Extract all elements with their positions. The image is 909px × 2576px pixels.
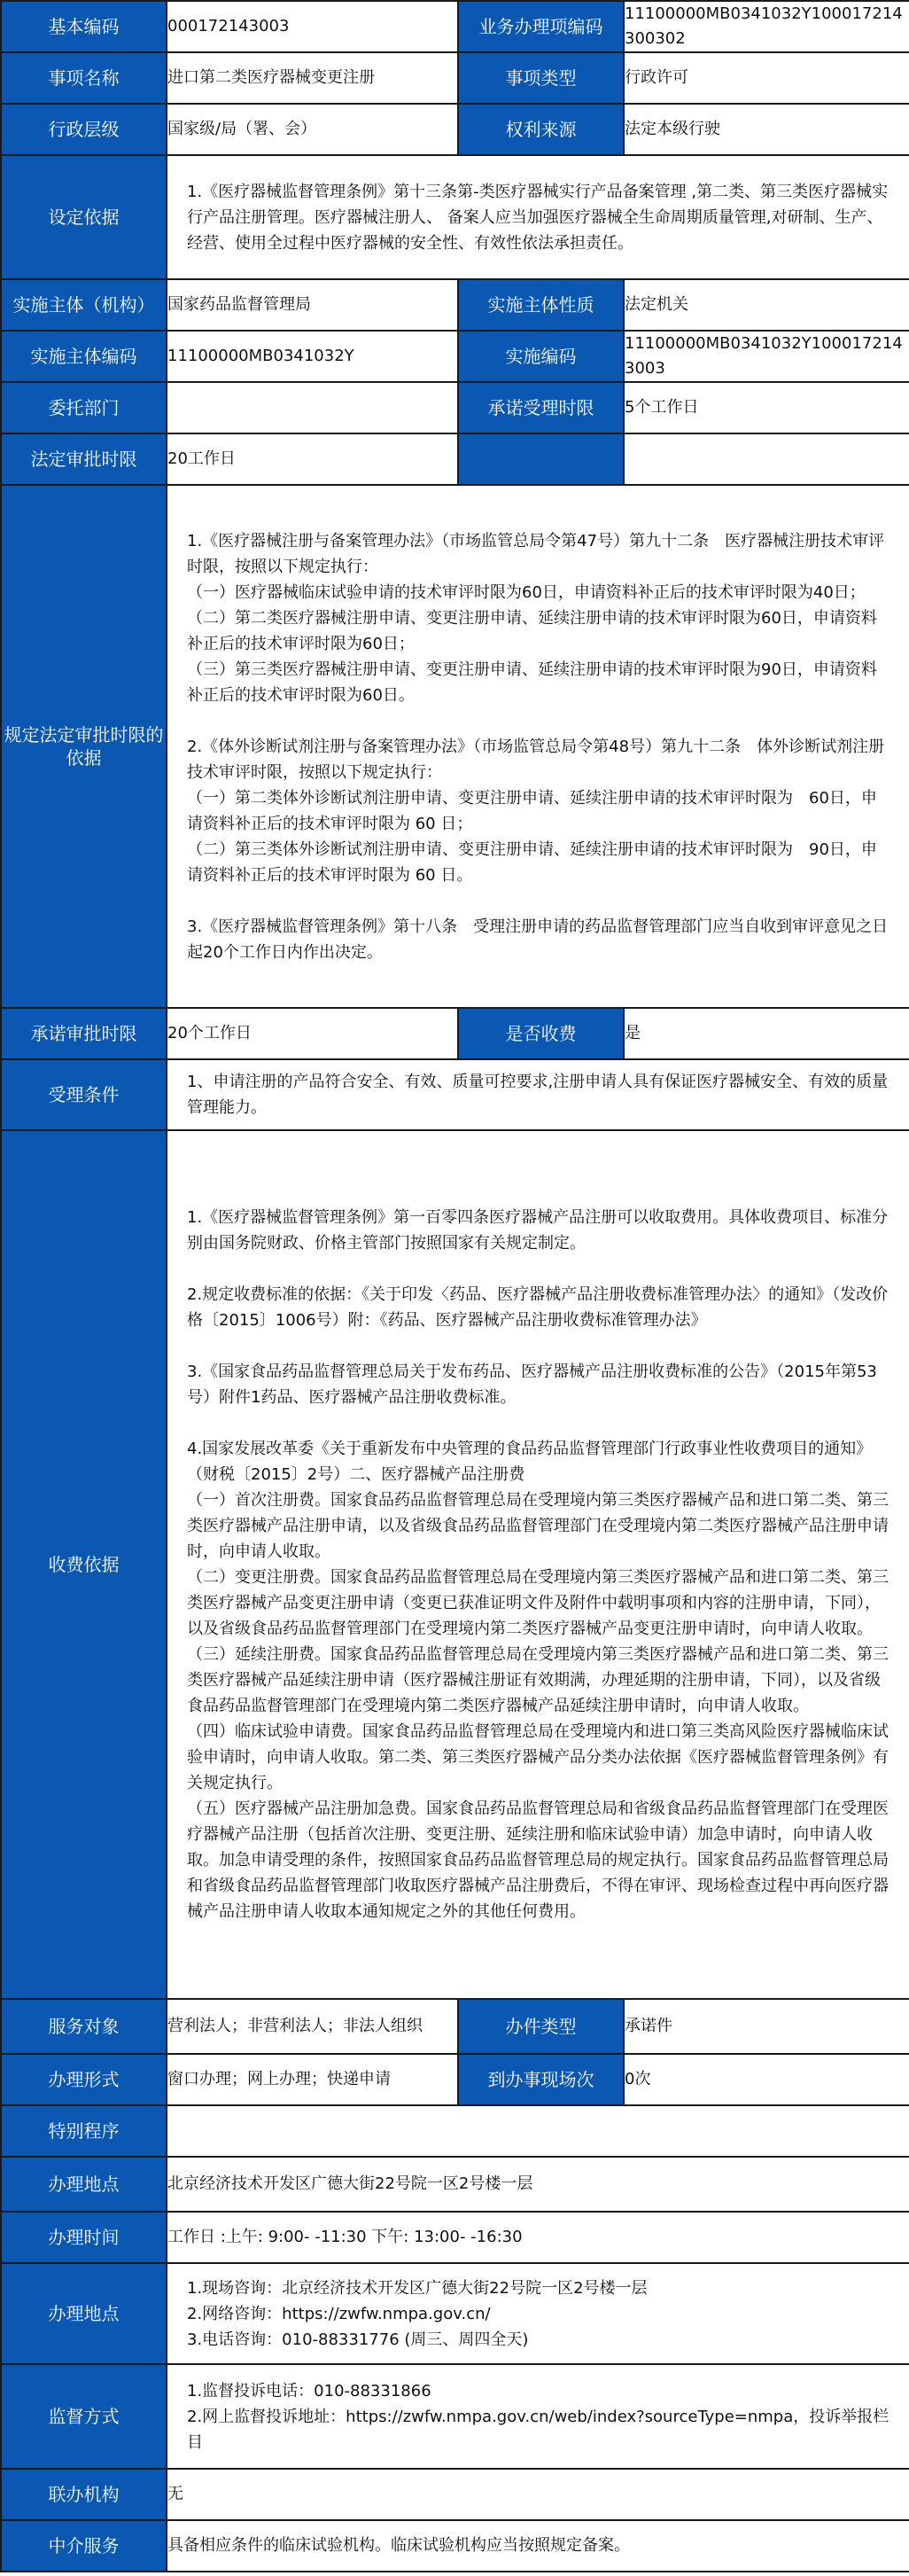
row-entrusted-dept bbox=[1, 382, 909, 433]
limit-basis-p1-line: （二）第二类医疗器械注册申请、变更注册申请、延续注册申请的技术审评时限为60日，申请资料补正后的技术审评时限为60日； bbox=[187, 608, 877, 653]
value-implementation-code: 11100000MB0341032Y1000172143003 bbox=[624, 331, 909, 382]
fee-basis-p4-line: （一）首次注册费。国家食品药品监督管理总局在受理境内第三类医疗器械产品和进口第二类、第三类医疗器械产品注册申请，以及省级食品药品监督管理部门在受理境内第二类医疗器械产品注册申请时，向申请人收取。 bbox=[187, 1491, 889, 1561]
value-promised-approval: 20个工作日 bbox=[167, 1008, 458, 1059]
row-fee-basis bbox=[1, 1130, 909, 1999]
value-legal-approval-limit: 20工作日 bbox=[167, 433, 458, 485]
row-acceptance bbox=[1, 1059, 909, 1130]
value-implementer: 国家药品监督管理局 bbox=[167, 279, 458, 331]
label-supervise: 监督方式 bbox=[1, 2364, 167, 2469]
value-limit-basis bbox=[167, 485, 909, 1008]
fee-basis-p2: 2.规定收费标准的依据：《关于印发〈药品、医疗器械产品注册收费标准管理办法〉的通知》（发改价格〔2015〕1006号）附：《药品、医疗器械产品注册收费标准管理办法》 bbox=[187, 1285, 889, 1330]
value-implementer-nature: 法定机关 bbox=[624, 279, 909, 331]
label-power-source: 权利来源 bbox=[458, 104, 624, 155]
label-business-code: 业务办理项编码 bbox=[458, 1, 624, 52]
limit-basis-p1-line: 1.《医疗器械注册与备案管理办法》（市场监管总局令第47号）第九十二条 医疗器械注册技术审评时限，按照以下规定执行： bbox=[187, 531, 885, 576]
label-intermediary: 中介服务 bbox=[1, 2520, 167, 2572]
label-acceptance: 受理条件 bbox=[1, 1059, 167, 1130]
label-legal-basis: 设定依据 bbox=[1, 155, 167, 279]
row-basic-code bbox=[1, 1, 909, 52]
label-location: 办理地点 bbox=[1, 2157, 167, 2212]
label-limit-basis: 规定法定审批时限的依据 bbox=[1, 485, 167, 1008]
label-visit-count: 到办事现场次 bbox=[458, 2054, 624, 2105]
row-admin-level bbox=[1, 104, 909, 155]
fee-basis-p4-line: （五）医疗器械产品注册加急费。国家食品药品监督管理总局和省级食品药品监督管理部门在受理医疗器械产品注册（包括首次注册、变更注册、延续注册和临床试验申请）加急申请时，向申请人收取。加急申请受理的条件，按照国家食品药品监督管理总局的规定执行。国家食品药品监督管理总局和省级食品药品监督管理部门收取医疗器械产品注册费后，不得在审评、现场检查过程中再向医疗器械产品注册申请人收取本通知规定之外的其他任何费用。 bbox=[187, 1799, 889, 1921]
fee-basis-p4-line: 4.国家发展改革委《关于重新发布中央管理的食品药品监督管理部门行政事业性收费项目的通知》（财税〔2015〕2号）二、医疗器械产品注册费 bbox=[187, 1440, 873, 1484]
label-fee-basis: 收费依据 bbox=[1, 1130, 167, 1999]
label-joint-agency: 联办机构 bbox=[1, 2469, 167, 2520]
row-service-target bbox=[1, 1999, 909, 2054]
limit-basis-p2-line: 2.《体外诊断试剂注册与备案管理办法》（市场监管总局令第48号）第九十二条 体外诊断试剂注册技术审评时限，按照以下规定执行： bbox=[187, 737, 885, 782]
value-entrusted-dept bbox=[167, 382, 458, 433]
row-consult bbox=[1, 2263, 909, 2364]
row-limit-basis bbox=[1, 485, 909, 1008]
row-intermediary bbox=[1, 2520, 909, 2572]
blank-label-cell bbox=[458, 433, 624, 485]
label-promised-approval: 承诺审批时限 bbox=[1, 1008, 167, 1059]
label-hours: 办理时间 bbox=[1, 2212, 167, 2263]
label-item-type: 事项类型 bbox=[458, 52, 624, 104]
value-special-procedure bbox=[167, 2105, 909, 2157]
label-handling-form: 办理形式 bbox=[1, 2054, 167, 2105]
value-charge: 是 bbox=[624, 1008, 909, 1059]
row-joint-agency bbox=[1, 2469, 909, 2520]
label-case-type: 办件类型 bbox=[458, 1999, 624, 2054]
fee-basis-p4-line: （四）临床试验申请费。国家食品药品监督管理总局在受理境内和进口第三类高风险医疗器械临床试验申请时，向申请人收取。第二类、第三类医疗器械产品分类办法依据《医疗器械监督管理条例》有关规定执行。 bbox=[187, 1722, 889, 1792]
value-item-type: 行政许可 bbox=[624, 52, 909, 104]
value-visit-count: 0次 bbox=[624, 2054, 909, 2105]
supervise-online: 2.网上监督投诉地址：https://zwfw.nmpa.gov.cn/web/index?sourceType=nmpa，投诉举报栏目 bbox=[187, 2407, 890, 2452]
row-promised-approval bbox=[1, 1008, 909, 1059]
value-joint-agency: 无 bbox=[167, 2469, 909, 2520]
label-implementer-code: 实施主体编码 bbox=[1, 331, 167, 382]
consult-online: 2.网络咨询：https://zwfw.nmpa.gov.cn/ bbox=[187, 2304, 491, 2323]
label-promised-accept-limit: 承诺受理时限 bbox=[458, 382, 624, 433]
label-item-name: 事项名称 bbox=[1, 52, 167, 104]
label-entrusted-dept: 委托部门 bbox=[1, 382, 167, 433]
value-location: 北京经济技术开发区广德大街22号院一区2号楼一层 bbox=[167, 2157, 909, 2212]
consult-onsite: 1.现场咨询：北京经济技术开发区广德大街22号院一区2号楼一层 bbox=[187, 2278, 648, 2298]
row-implementer bbox=[1, 279, 909, 331]
value-promised-accept-limit: 5个工作日 bbox=[624, 382, 909, 433]
value-fee-basis bbox=[167, 1130, 909, 1999]
limit-basis-p2-line: （一）第二类体外诊断试剂注册申请、变更注册申请、延续注册申请的技术审评时限为 60日，申请资料补正后的技术审评时限为 60 日； bbox=[187, 788, 877, 833]
limit-basis-p1-line: （一）医疗器械临床试验申请的技术审评时限为60日，申请资料补正后的技术审评时限为40日； bbox=[187, 582, 866, 602]
row-legal-approval-limit bbox=[1, 433, 909, 485]
row-supervise bbox=[1, 2364, 909, 2469]
label-service-target: 服务对象 bbox=[1, 1999, 167, 2054]
value-implementer-code: 11100000MB0341032Y bbox=[167, 331, 458, 382]
fee-basis-p3: 3.《国家食品药品监督管理总局关于发布药品、医疗器械产品注册收费标准的公告》（2015年第53号）附件1药品、医疗器械产品注册收费标准。 bbox=[187, 1362, 877, 1407]
value-basic-code: 000172143003 bbox=[167, 1, 458, 52]
label-special-procedure: 特别程序 bbox=[1, 2105, 167, 2157]
row-legal-basis bbox=[1, 155, 909, 279]
label-implementer: 实施主体（机构） bbox=[1, 279, 167, 331]
row-handling-form bbox=[1, 2054, 909, 2105]
value-intermediary: 具备相应条件的临床试验机构。临床试验机构应当按照规定备案。 bbox=[167, 2520, 909, 2572]
consult-phone: 3.电话咨询：010-88331776 (周三、周四全天) bbox=[187, 2330, 529, 2349]
row-location bbox=[1, 2157, 909, 2212]
value-handling-form: 窗口办理；网上办理；快递申请 bbox=[167, 2054, 458, 2105]
supervise-phone: 1.监督投诉电话：010-88331866 bbox=[187, 2381, 431, 2400]
value-consult bbox=[167, 2263, 909, 2364]
label-charge: 是否收费 bbox=[458, 1008, 624, 1059]
label-consult: 办理地点 bbox=[1, 2263, 167, 2364]
row-item-name bbox=[1, 52, 909, 104]
value-admin-level: 国家级/局（署、会） bbox=[167, 104, 458, 155]
label-implementation-code: 实施编码 bbox=[458, 331, 624, 382]
value-legal-basis: 1.《医疗器械监督管理条例》第十三条第-类医疗器械实行产品备案管理 ,第二类、第三类医疗器械实行产品注册管理。医疗器械注册人、 备案人应当加强医疗器械全生命周期质量管理,对研制、生产、经营、使用全过程中医疗器械的安全性、有效性依法承担责任。 bbox=[167, 155, 909, 279]
value-case-type: 承诺件 bbox=[624, 1999, 909, 2054]
row-special-procedure bbox=[1, 2105, 909, 2157]
label-admin-level: 行政层级 bbox=[1, 104, 167, 155]
value-acceptance: 1、申请注册的产品符合安全、有效、质量可控要求,注册申请人具有保证医疗器械安全、有效的质量管理能力。 bbox=[167, 1059, 909, 1130]
label-basic-code: 基本编码 bbox=[1, 1, 167, 52]
limit-basis-p1-line: （三）第三类医疗器械注册申请、变更注册申请、延续注册申请的技术审评时限为90日，申请资料补正后的技术审评时限为60日。 bbox=[187, 660, 877, 705]
row-hours bbox=[1, 2212, 909, 2263]
limit-basis-p2-line: （二）第三类体外诊断试剂注册申请、变更注册申请、延续注册申请的技术审评时限为 90日，申请资料补正后的技术审评时限为 60 日。 bbox=[187, 839, 877, 885]
value-hours: 工作日 :上午: 9:00- -11:30 下午: 13:00- -16:30 bbox=[167, 2212, 909, 2263]
limit-basis-p3: 3.《医疗器械监督管理条例》第十八条 受理注册申请的药品监督管理部门应当自收到审评意见之日起20个工作日内作出决定。 bbox=[187, 917, 889, 962]
value-business-code: 11100000MB0341032Y100017214300302 bbox=[624, 1, 909, 52]
label-legal-approval-limit: 法定审批时限 bbox=[1, 433, 167, 485]
row-implementer-code bbox=[1, 331, 909, 382]
blank-value-cell bbox=[624, 433, 909, 485]
fee-basis-p4-line: （二）变更注册费。国家食品药品监督管理总局在受理境内第三类医疗器械产品和进口第二类、第三类医疗器械产品变更注册申请（变更已获准证明文件及附件中载明事项和内容的注册申请，下同），以及省级食品药品监督管理部门在受理境内第二类医疗器械产品变更注册申请时，向申请人收取。 bbox=[187, 1568, 889, 1638]
value-supervise bbox=[167, 2364, 909, 2469]
value-item-name: 进口第二类医疗器械变更注册 bbox=[167, 52, 458, 104]
fee-basis-p1: 1.《医疗器械监督管理条例》第一百零四条医疗器械产品注册可以收取费用。具体收费项目、标准分别由国务院财政、价格主管部门按照国家有关规定制定。 bbox=[187, 1208, 889, 1253]
fee-basis-p4-line: （三）延续注册费。国家食品药品监督管理总局在受理境内第三类医疗器械产品和进口第二类、第三类医疗器械产品延续注册申请（医疗器械注册证有效期满，办理延期的注册申请，下同），以及省级食品药品监督管理部门在受理境内第二类医疗器械产品延续注册申请时，向申请人收取。 bbox=[187, 1645, 889, 1715]
value-service-target: 营利法人；非营利法人；非法人组织 bbox=[167, 1999, 458, 2054]
value-power-source: 法定本级行驶 bbox=[624, 104, 909, 155]
label-implementer-nature: 实施主体性质 bbox=[458, 279, 624, 331]
